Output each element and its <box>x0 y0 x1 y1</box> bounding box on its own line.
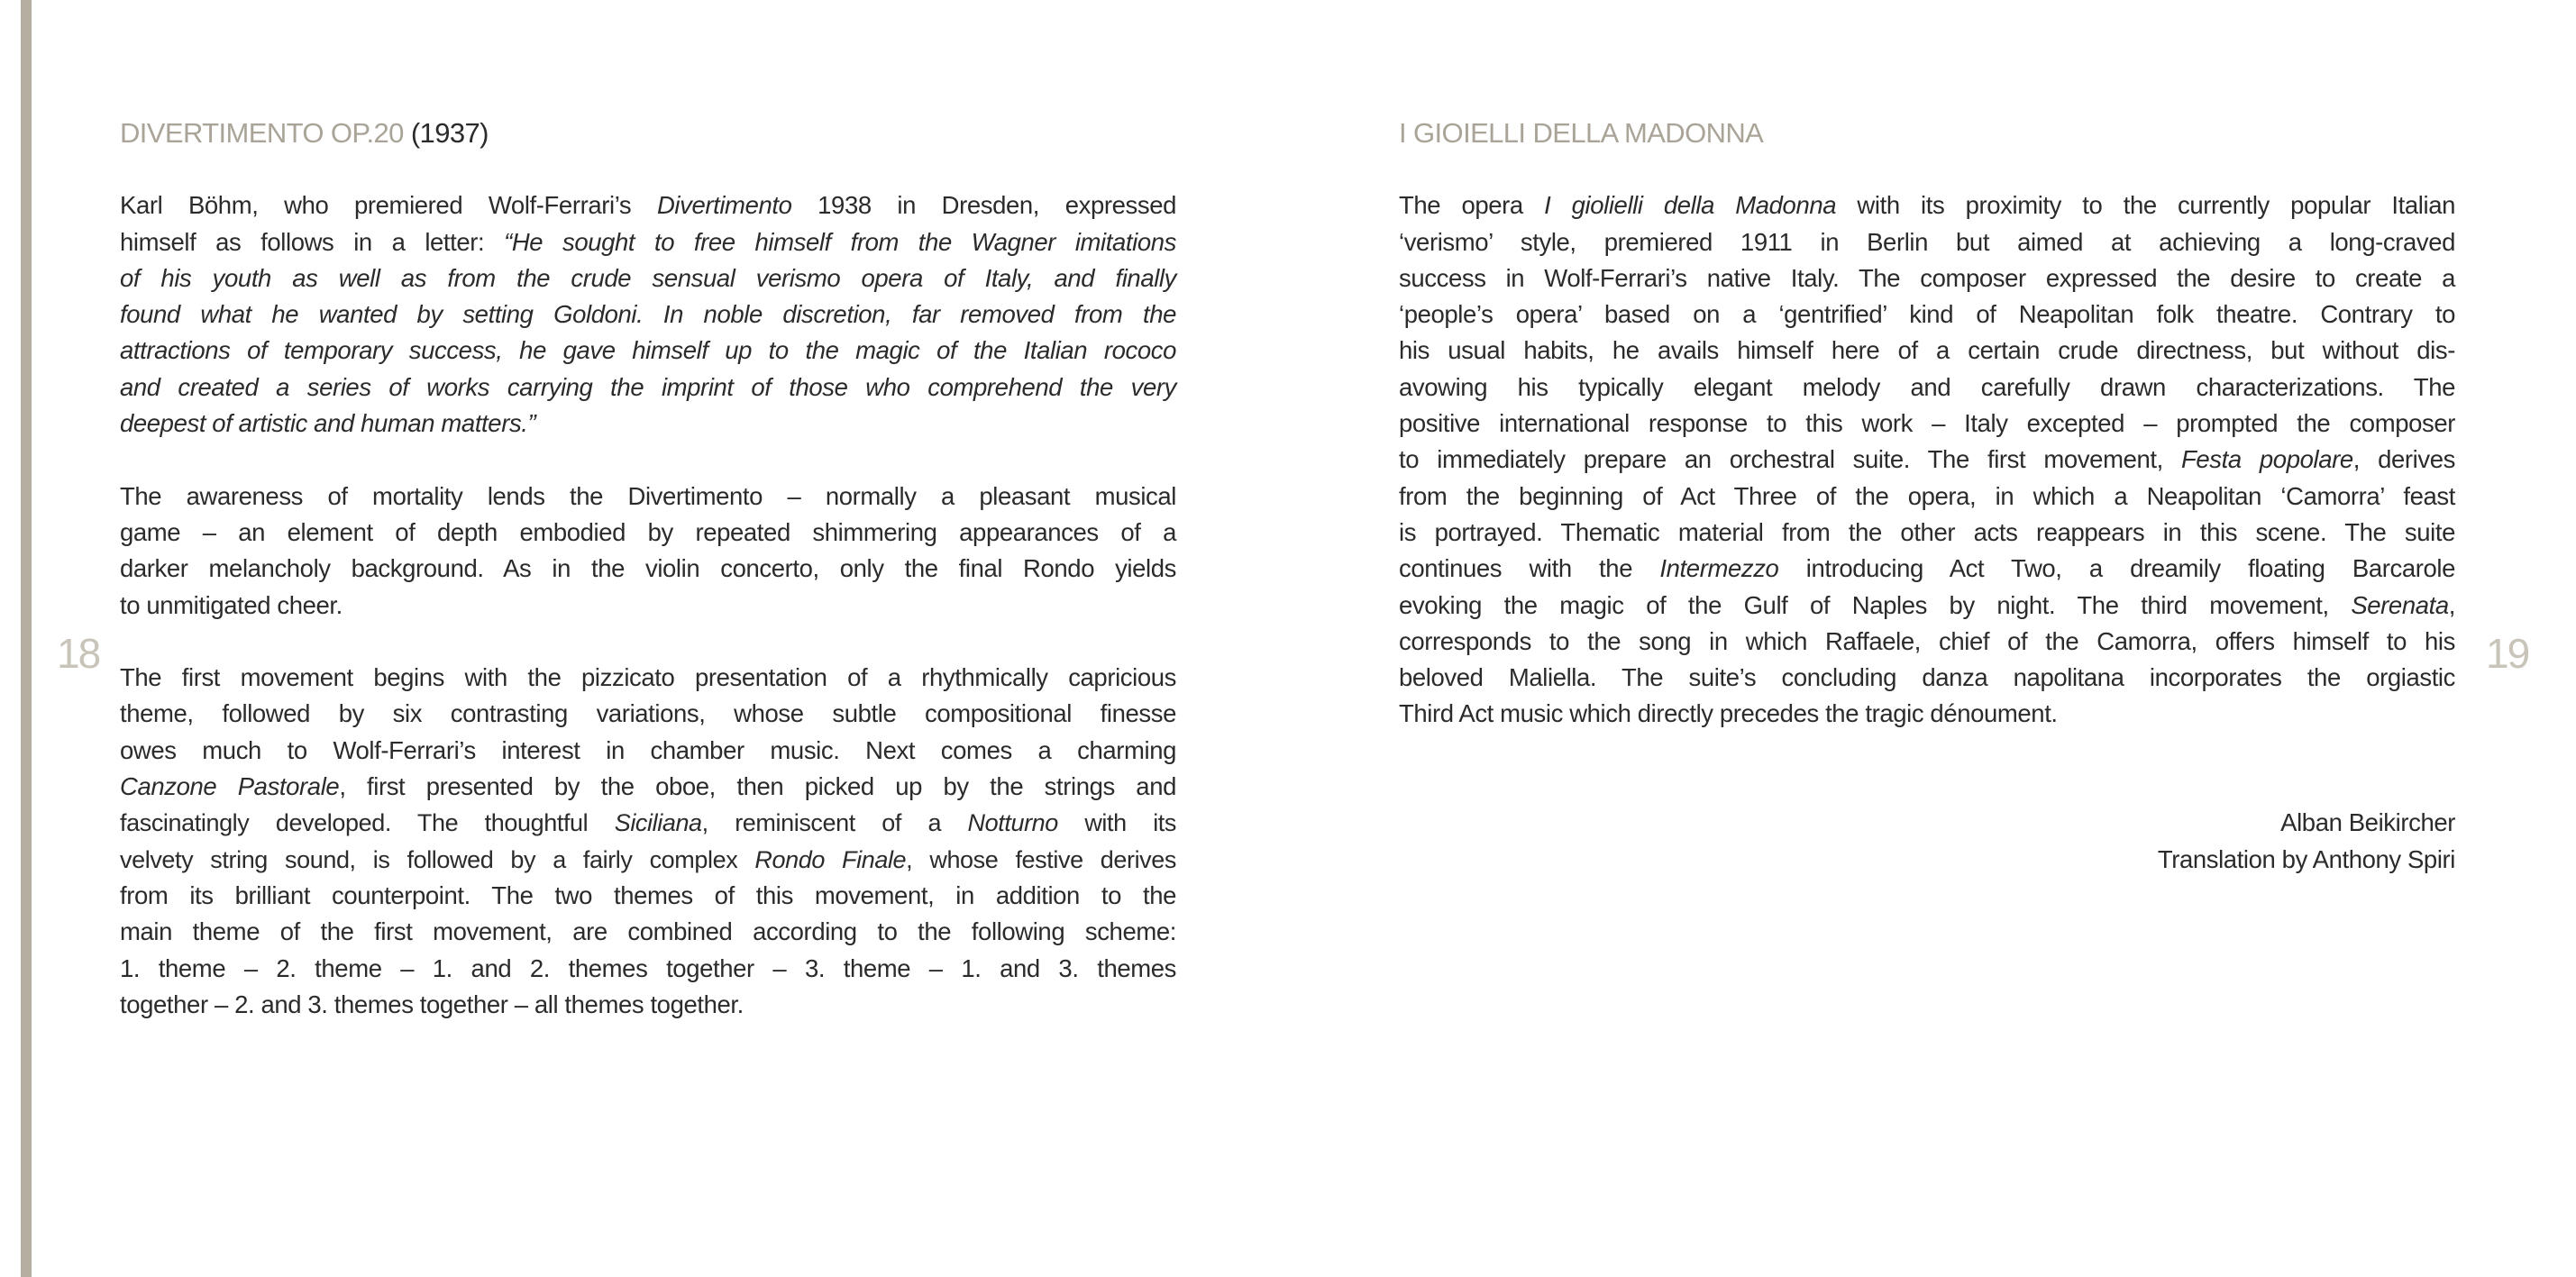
text-run: with its <box>1057 809 1176 837</box>
text-line <box>1399 551 2455 587</box>
text-run: evoking the magic of the Gulf of Naples by night. The third movement, <box>1399 590 2352 619</box>
text-run: The opera <box>1399 191 1545 220</box>
text-run: together – 2. and 3. themes together – all themes together. <box>120 990 744 1018</box>
text-line <box>120 479 1176 515</box>
left-page-body <box>120 187 1176 1023</box>
text-line <box>120 551 1176 587</box>
italic-text: of his youth as well as from the crude sensual verismo opera of Italy, and finally <box>120 263 1176 292</box>
text-line <box>120 987 1176 1023</box>
italic-text: Canzone Pastorale <box>120 772 340 801</box>
text-run: ‘people’s opera’ based on a ‘gentrified’ kind of Neapolitan folk theatre. Contrary to <box>1399 300 2455 329</box>
text-run: velvety string sound, is followed by a fairly complex <box>120 845 755 873</box>
italic-text: Siciliana <box>614 809 702 837</box>
italic-text: attractions of temporary success, he gave himself up to the magic of the Italian rococo <box>120 336 1176 365</box>
text-run: himself as follows in a letter: <box>120 227 505 256</box>
text-line <box>120 515 1176 551</box>
text-line <box>120 878 1176 914</box>
text-run: , whose festive derives <box>906 845 1176 873</box>
text-run: from its brilliant counterpoint. The two themes of this movement, in addition to the <box>120 880 1176 909</box>
text-run: , first presented by the oboe, then picked up by the strings and <box>339 772 1176 801</box>
text-line <box>1399 260 2455 296</box>
text-line <box>1399 224 2455 260</box>
text-run: The first movement begins with the pizzicato presentation of a rhythmically capricious <box>120 663 1176 692</box>
text-line <box>120 296 1176 333</box>
text-line <box>1399 479 2455 515</box>
text-run: , reminiscent of a <box>701 809 968 837</box>
text-line <box>1399 369 2455 406</box>
text-line <box>1399 696 2455 732</box>
text-run: his usual habits, he avails himself here of a certain crude directness, but without dis- <box>1399 336 2455 365</box>
text-line <box>120 696 1176 732</box>
text-run: avowing his typically elegant melody and carefully drawn characterizations. The <box>1399 372 2455 401</box>
text-line <box>120 406 1176 442</box>
page-number-right: 19 <box>2486 630 2529 677</box>
text-run: is portrayed. Thematic material from the other acts reappears in this scene. The suite <box>1399 517 2455 546</box>
text-run: with its proximity to the currently popular Italian <box>1836 191 2455 220</box>
text-line <box>120 224 1176 260</box>
text-run: owes much to Wolf-Ferrari’s interest in chamber music. Next comes a charming <box>120 735 1176 764</box>
heading-title: I GIOIELLI DELLA MADONNA <box>1399 117 1764 149</box>
italic-text: Festa popolare <box>2180 445 2353 474</box>
text-line <box>1399 624 2455 660</box>
text-run: , derives <box>2352 445 2455 474</box>
text-run: main theme of the first movement, are combined according to the following scheme: <box>120 917 1176 946</box>
italic-text: and created a series of works carrying the imprint of those who comprehend the very <box>120 372 1176 401</box>
text-line <box>1399 588 2455 624</box>
text-line <box>1399 515 2455 551</box>
text-run: ‘verismo’ style, premiered 1911 in Berlin but aimed at achieving a long-craved <box>1399 227 2455 256</box>
text-line <box>120 588 1176 624</box>
italic-text: Divertimento <box>656 191 792 220</box>
text-run: from the beginning of Act Three of the opera, in which a Neapolitan ‘Camorra’ feast <box>1399 481 2455 510</box>
text-run: 1938 in Dresden, expressed <box>791 191 1176 220</box>
italic-text: deepest of artistic and human matters.” <box>120 409 536 438</box>
text-run: Karl Böhm, who premiered Wolf-Ferrari’s <box>120 191 657 220</box>
text-run: theme, followed by six contrasting variations, whose subtle compositional finesse <box>120 699 1176 728</box>
text-run: positive international response to this work – Italy excepted – prompted the composer <box>1399 409 2455 438</box>
text-run: darker melancholy background. As in the violin concerto, only the final Rondo yields <box>120 554 1176 583</box>
text-line <box>120 733 1176 769</box>
text-line <box>1399 187 2455 223</box>
text-line <box>1399 406 2455 442</box>
italic-text: found what he wanted by setting Goldoni. In noble discretion, far removed from the <box>120 300 1176 329</box>
text-run: , <box>2448 590 2455 619</box>
translator-credit: Translation by Anthony Spiri <box>2157 844 2455 873</box>
text-run: success in Wolf-Ferrari’s native Italy. The composer expressed the desire to create a <box>1399 263 2455 292</box>
text-run: to unmitigated cheer. <box>120 590 343 619</box>
text-run: 1. theme – 2. theme – 1. and 2. themes together – 3. theme – 1. and 3. themes <box>120 953 1176 982</box>
right-page-body <box>1399 187 2455 732</box>
paragraph <box>1399 187 2455 732</box>
signature-block <box>1399 805 2455 878</box>
italic-text: Notturno <box>967 809 1058 837</box>
italic-text: Intermezzo <box>1659 554 1779 583</box>
italic-text: I giolielli della Madonna <box>1544 191 1837 220</box>
text-run: corresponds to the song in which Raffaele, chief of the Camorra, offers himself to his <box>1399 626 2455 655</box>
text-run: introducing Act Two, a dreamily floating Barcarole <box>1778 554 2455 583</box>
paragraph <box>120 479 1176 624</box>
page-number-left: 18 <box>57 630 100 677</box>
text-line <box>120 951 1176 987</box>
book-spine-bar <box>21 0 32 1277</box>
italic-text: “He sought to free himself from the Wagner imitations <box>504 227 1176 256</box>
text-run: game – an element of depth embodied by repeated shimmering appearances of a <box>120 517 1176 546</box>
left-page-heading <box>120 115 1176 151</box>
text-line <box>120 805 1176 841</box>
paragraph <box>120 660 1176 1023</box>
text-run: beloved Maliella. The suite’s concluding danza napolitana incorporates the orgiastic <box>1399 663 2455 692</box>
text-line <box>120 333 1176 369</box>
text-line <box>120 769 1176 805</box>
text-run: to immediately prepare an orchestral suite. The first movement, <box>1399 445 2181 474</box>
text-line <box>120 369 1176 406</box>
text-run: continues with the <box>1399 554 1660 583</box>
italic-text: Serenata <box>2351 590 2449 619</box>
text-line <box>1399 442 2455 478</box>
right-page-column <box>1399 115 2455 878</box>
left-page-column <box>120 115 1176 1059</box>
author-name: Alban Beikircher <box>2280 808 2455 837</box>
text-line <box>1399 660 2455 696</box>
text-line <box>120 260 1176 296</box>
text-run: Third Act music which directly precedes the tragic dénoument. <box>1399 699 2058 728</box>
text-line <box>120 842 1176 878</box>
text-run: The awareness of mortality lends the Divertimento – normally a pleasant musical <box>120 481 1176 510</box>
paragraph <box>120 187 1176 442</box>
text-line <box>120 187 1176 223</box>
right-page-heading <box>1399 115 2455 151</box>
text-run: fascinatingly developed. The thoughtful <box>120 809 615 837</box>
text-line <box>1399 296 2455 333</box>
heading-title: DIVERTIMENTO OP.20 <box>120 117 404 149</box>
italic-text: Rondo Finale <box>754 845 907 873</box>
text-line <box>1399 333 2455 369</box>
text-line <box>120 914 1176 950</box>
heading-year: (1937) <box>410 117 489 149</box>
text-line <box>120 660 1176 696</box>
